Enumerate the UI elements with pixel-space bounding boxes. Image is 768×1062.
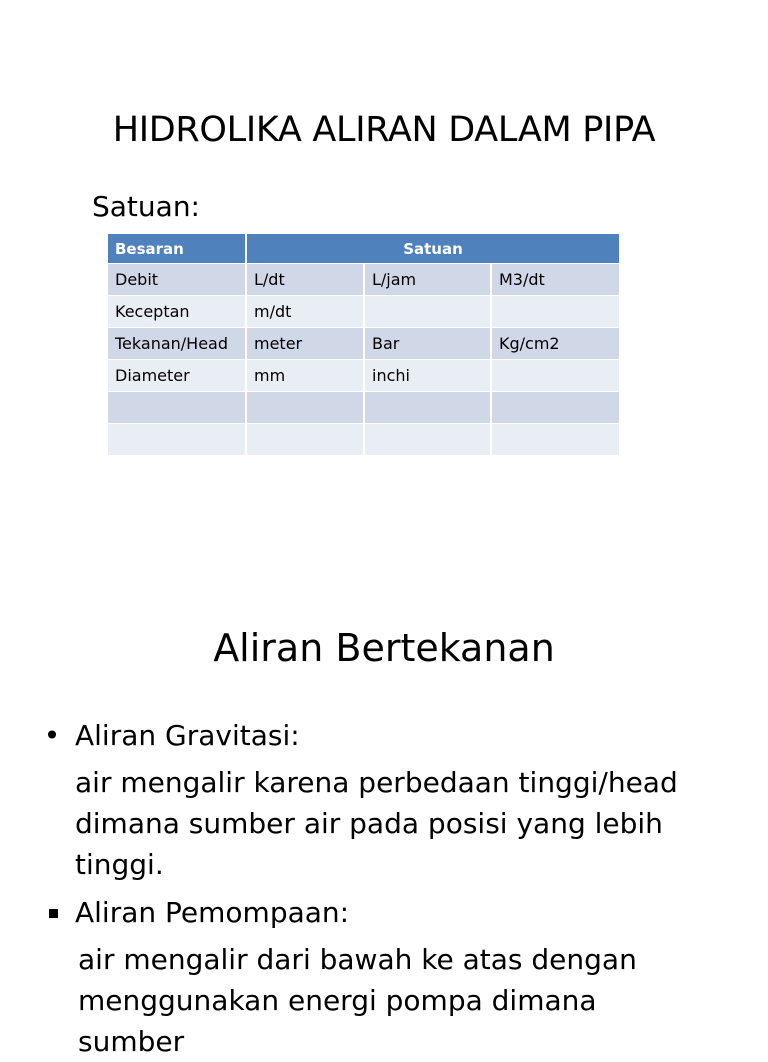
table-cell	[491, 296, 619, 328]
slide-aliran-bertekanan	[0, 560, 768, 1058]
table-cell: Kg/cm2	[491, 328, 619, 360]
list-item	[0, 716, 768, 885]
table-cell	[108, 392, 246, 424]
table-cell	[246, 424, 364, 456]
header-besaran: Besaran	[108, 234, 246, 264]
table-cell	[364, 424, 491, 456]
table-cell	[491, 392, 619, 424]
table-row	[108, 360, 619, 392]
table-cell: m/dt	[246, 296, 364, 328]
item-label: Aliran Pemompaan:	[75, 896, 350, 929]
table-cell: L/dt	[246, 264, 364, 296]
table-cell: Tekanan/Head	[108, 328, 246, 360]
table-cell: Debit	[108, 264, 246, 296]
satuan-heading: Satuan:	[92, 190, 200, 223]
table-cell: L/jam	[364, 264, 491, 296]
table-row	[108, 328, 619, 360]
table-cell: M3/dt	[491, 264, 619, 296]
table-cell	[491, 360, 619, 392]
table-row	[108, 392, 619, 424]
slide-title: HIDROLIKA ALIRAN DALAM PIPA	[112, 110, 656, 150]
table-cell: Diameter	[108, 360, 246, 392]
header-satuan: Satuan	[246, 234, 619, 264]
table-cell	[364, 296, 491, 328]
item-label: Aliran Gravitasi:	[75, 719, 300, 752]
table-cell: inchi	[364, 360, 491, 392]
slide-title: Aliran Bertekanan	[213, 626, 555, 670]
table-cell	[364, 392, 491, 424]
table-cell: Keceptan	[108, 296, 246, 328]
table-cell	[491, 424, 619, 456]
table-row	[108, 424, 619, 456]
item-body: air mengalir dari bawah ke atas dengan menggunakan energi pompa dimana sumber	[78, 943, 637, 1058]
table-cell: Bar	[364, 328, 491, 360]
bullet-square-icon	[49, 909, 58, 918]
bullet-list	[0, 716, 768, 1062]
units-table	[108, 234, 619, 456]
table-row	[108, 296, 619, 328]
item-body: air mengalir karena perbedaan tinggi/head dimana sumber air pada posisi yang lebih tinggi.	[75, 766, 678, 881]
table-cell	[246, 392, 364, 424]
table-cell: meter	[246, 328, 364, 360]
bullet-dot-icon: •	[43, 719, 61, 752]
table-row	[108, 264, 619, 296]
table-header-row	[108, 234, 619, 264]
list-item	[0, 893, 768, 1062]
table-cell	[108, 424, 246, 456]
table-cell: mm	[246, 360, 364, 392]
